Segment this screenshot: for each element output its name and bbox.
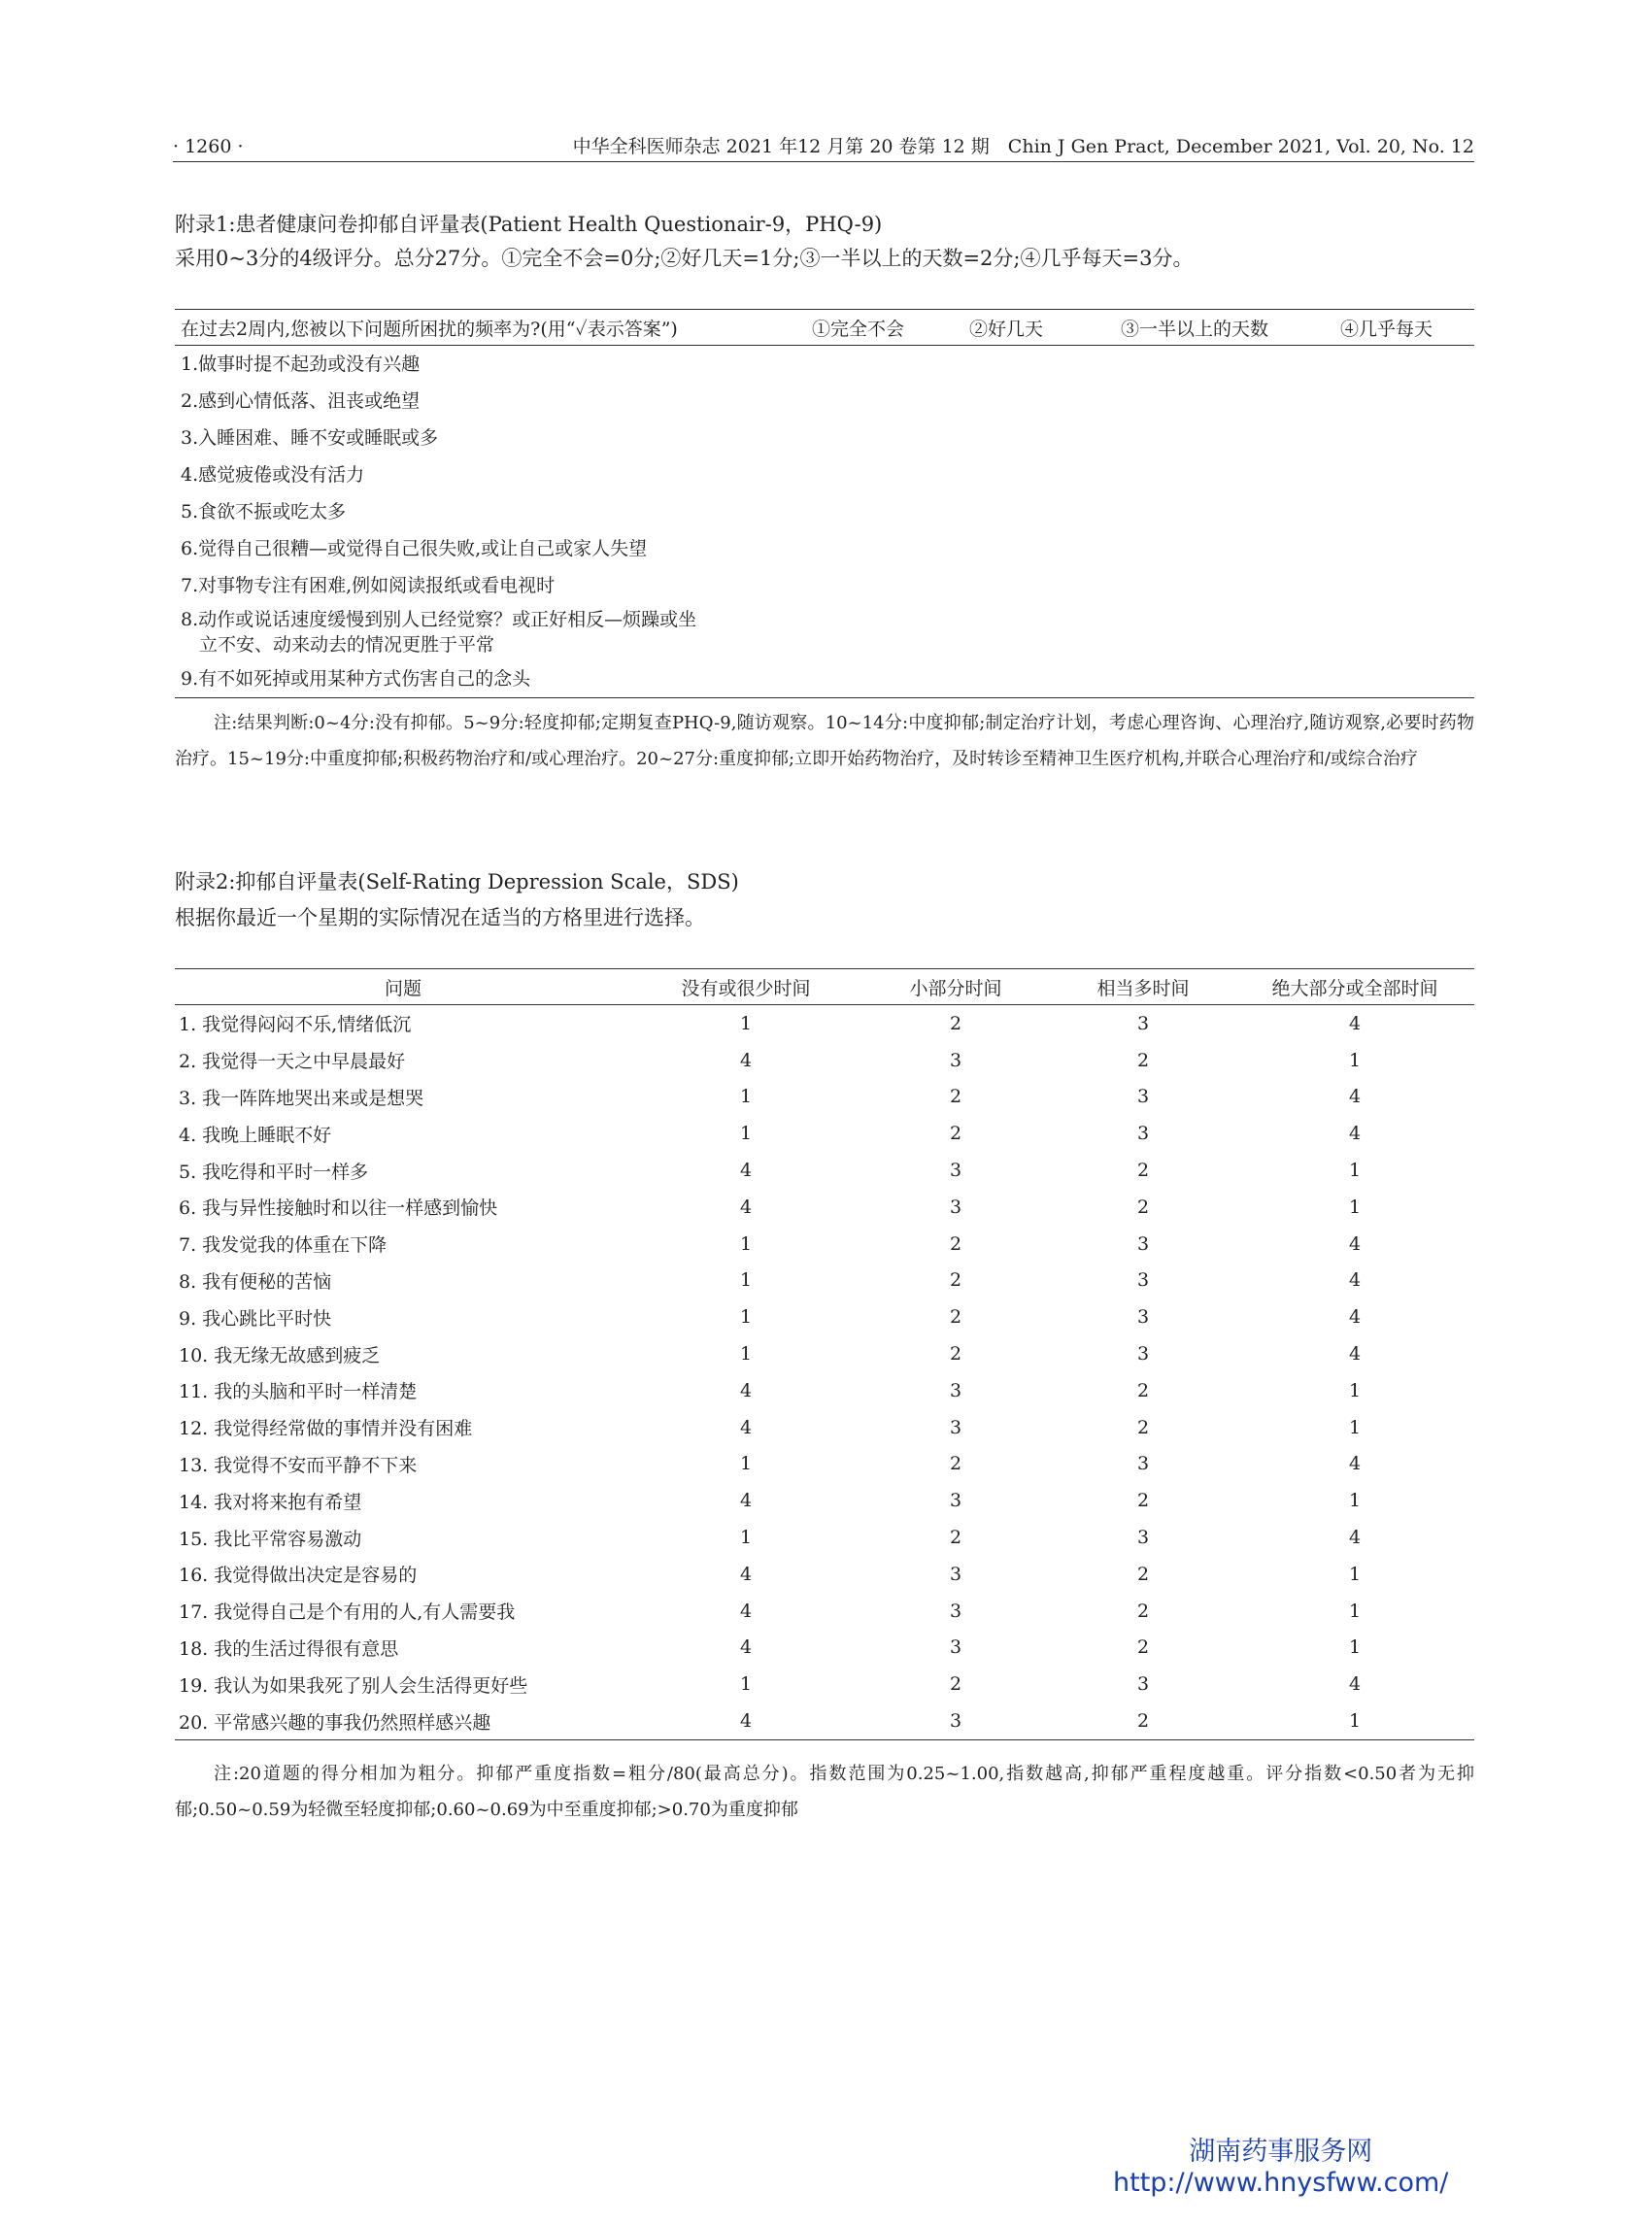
table-row — [175, 1630, 1474, 1667]
sds-score-cell: 3 — [1136, 1269, 1150, 1292]
sds-score-cell: 3 — [949, 1710, 962, 1733]
sds-score-cell: 1 — [1348, 1636, 1362, 1659]
sds-question: 4. 我晚上睡眠不好 — [179, 1124, 332, 1146]
sds-score-cell: 1 — [1348, 1490, 1362, 1512]
sds-score-cell: 1 — [1348, 1563, 1362, 1585]
watermark-site-name: 湖南药事服务网 — [1189, 2137, 1373, 2167]
sds-score-cell: 2 — [949, 1123, 962, 1145]
table-row — [175, 1482, 1474, 1519]
table-row — [175, 567, 1474, 604]
page-number: · 1260 · — [173, 136, 244, 157]
sds-score-cell: 3 — [949, 1600, 962, 1622]
sds-question: 15. 我比平常容易激动 — [179, 1528, 362, 1550]
sds-score-cell: 2 — [949, 1306, 962, 1329]
sds-score-cell: 4 — [1348, 1343, 1362, 1365]
phq9-question: 6.觉得自己很糟—或觉得自己很失败,或让自己或家人失望 — [181, 538, 648, 559]
sds-score-cell: 1 — [739, 1306, 753, 1329]
phq9-question: 4.感觉疲倦或没有活力 — [181, 464, 365, 486]
sds-score-cell: 3 — [949, 1049, 962, 1071]
sds-question: 20. 平常感兴趣的事我仍然照样感兴趣 — [179, 1711, 491, 1734]
table-row — [175, 1556, 1474, 1593]
phq9-col-several-days: ②好几天 — [963, 310, 1115, 346]
table-row — [175, 1446, 1474, 1483]
table-row — [175, 1005, 1474, 1042]
phq9-col-nearly-every-day: ④几乎每天 — [1334, 310, 1474, 346]
table-row — [175, 420, 1474, 456]
sds-score-cell: 3 — [1136, 1086, 1150, 1108]
sds-score-cell: 2 — [949, 1269, 962, 1292]
sds-score-cell: 4 — [739, 1379, 753, 1401]
sds-score-cell: 1 — [1348, 1196, 1362, 1218]
table-row — [175, 1079, 1474, 1116]
sds-score-cell: 3 — [949, 1196, 962, 1218]
sds-score-cell: 1 — [739, 1269, 753, 1292]
sds-score-cell: 3 — [1136, 1673, 1150, 1696]
sds-col-good-part: 相当多时间 — [1051, 969, 1235, 1005]
sds-score-cell: 4 — [1348, 1269, 1362, 1292]
sds-score-cell: 3 — [1136, 1453, 1150, 1475]
sds-score-cell: 1 — [1348, 1160, 1362, 1182]
sds-score-cell: 1 — [1348, 1600, 1362, 1622]
sds-question: 10. 我无缘无故感到疲乏 — [179, 1344, 381, 1366]
sds-score-cell: 1 — [739, 1453, 753, 1475]
sds-note: 注:20道题的得分相加为粗分。抑郁严重度指数=粗分/80(最高总分)。指数范围为0.25~1.00,指数越高,抑郁严重程度越重。评分指数<0.50者为无抑郁;0.50~0.59为轻微至轻度抑郁;0.60~0.69为中至重度抑郁;>0.70为重度抑郁 — [175, 1764, 1474, 1820]
sds-score-cell: 4 — [739, 1563, 753, 1585]
phq9-question: 8.动作或说话速度缓慢到别人已经觉察？或正好相反—烦躁或坐 立不安、动来动去的情况更胜于平常 — [181, 609, 697, 656]
sds-score-cell: 4 — [1348, 1453, 1362, 1475]
sds-score-cell: 2 — [1136, 1416, 1150, 1438]
table-row — [175, 1152, 1474, 1189]
table-row — [175, 1666, 1474, 1702]
sds-score-cell: 1 — [1348, 1416, 1362, 1438]
sds-score-cell: 1 — [739, 1343, 753, 1365]
sds-score-cell: 3 — [949, 1636, 962, 1659]
sds-score-cell: 3 — [949, 1563, 962, 1585]
appendix2-title: 附录2:抑郁自评量表(Self-Rating Depression Scale，SDS) — [175, 870, 739, 893]
sds-score-cell: 4 — [739, 1049, 753, 1071]
phq9-question: 1.做事时提不起劲或没有兴趣 — [181, 354, 421, 375]
sds-score-cell: 4 — [1348, 1086, 1362, 1108]
phq9-question: 9.有不如死掉或用某种方式伤害自己的念头 — [181, 668, 531, 690]
sds-score-cell: 3 — [1136, 1306, 1150, 1329]
table-row — [175, 1042, 1474, 1079]
phq9-question: 3.入睡困难、睡不安或睡眠或多 — [181, 427, 439, 449]
table-row — [175, 1702, 1474, 1739]
sds-score-cell: 2 — [1136, 1049, 1150, 1071]
sds-question: 3. 我一阵阵地哭出来或是想哭 — [179, 1087, 424, 1109]
sds-score-cell: 4 — [1348, 1232, 1362, 1255]
sds-score-cell: 2 — [949, 1673, 962, 1696]
appendix1-intro: 采用0~3分的4级评分。总分27分。①完全不会=0分;②好几天=1分;③一半以上的天数=2分;④几乎每天=3分。 — [175, 247, 1194, 270]
phq9-question: 5.食欲不振或吃太多 — [181, 501, 347, 523]
sds-score-cell: 2 — [1136, 1710, 1150, 1733]
sds-score-cell: 4 — [739, 1160, 753, 1182]
phq9-col-more-than-half: ③一半以上的天数 — [1115, 310, 1334, 346]
sds-score-cell: 2 — [949, 1012, 962, 1034]
table-row — [175, 456, 1474, 493]
sds-score-cell: 2 — [1136, 1379, 1150, 1401]
sds-col-rarely: 没有或很少时间 — [631, 969, 860, 1005]
sds-score-cell: 1 — [1348, 1049, 1362, 1071]
sds-table — [175, 968, 1474, 1740]
sds-score-cell: 4 — [1348, 1123, 1362, 1145]
sds-score-cell: 1 — [739, 1232, 753, 1255]
sds-score-cell: 2 — [1136, 1196, 1150, 1218]
sds-score-cell: 2 — [949, 1527, 962, 1549]
table-row — [175, 1335, 1474, 1372]
sds-score-cell: 3 — [949, 1160, 962, 1182]
sds-score-cell: 4 — [739, 1196, 753, 1218]
sds-question: 9. 我心跳比平时快 — [179, 1307, 332, 1330]
sds-score-cell: 4 — [1348, 1306, 1362, 1329]
sds-score-cell: 2 — [1136, 1600, 1150, 1622]
sds-question: 18. 我的生活过得很有意思 — [179, 1637, 399, 1660]
table-row — [175, 1115, 1474, 1152]
sds-score-cell: 2 — [949, 1453, 962, 1475]
sds-col-question: 问题 — [175, 969, 631, 1005]
sds-col-some-time: 小部分时间 — [860, 969, 1051, 1005]
sds-col-most-time: 绝大部分或全部时间 — [1235, 969, 1474, 1005]
journal-citation: 中华全科医师杂志 2021 年12 月第 20 卷第 12 期 Chin J Gen Pract, December 2021, Vol. 20, No. 12 — [572, 136, 1474, 157]
sds-score-cell: 2 — [949, 1086, 962, 1108]
sds-question: 19. 我认为如果我死了别人会生活得更好些 — [179, 1674, 528, 1697]
sds-score-cell: 4 — [739, 1416, 753, 1438]
table-row — [175, 1263, 1474, 1299]
sds-question: 16. 我觉得做出决定是容易的 — [179, 1565, 418, 1587]
sds-score-cell: 2 — [949, 1232, 962, 1255]
sds-question: 12. 我觉得经常做的事情并没有困难 — [179, 1418, 473, 1440]
sds-score-cell: 2 — [1136, 1490, 1150, 1512]
sds-score-cell: 2 — [1136, 1563, 1150, 1585]
sds-score-cell: 3 — [949, 1490, 962, 1512]
table-row — [175, 493, 1474, 530]
sds-score-cell: 2 — [1136, 1636, 1150, 1659]
sds-question: 17. 我觉得自己是个有用的人,有人需要我 — [179, 1601, 516, 1624]
table-row — [175, 1593, 1474, 1630]
sds-score-cell: 1 — [739, 1123, 753, 1145]
sds-score-cell: 1 — [1348, 1710, 1362, 1733]
sds-score-cell: 4 — [739, 1490, 753, 1512]
appendix2-intro: 根据你最近一个星期的实际情况在适当的方格里进行选择。 — [175, 906, 705, 929]
table-row — [175, 1519, 1474, 1556]
sds-score-cell: 3 — [949, 1416, 962, 1438]
sds-score-cell: 4 — [739, 1710, 753, 1733]
sds-score-cell: 1 — [739, 1012, 753, 1034]
sds-header-row — [175, 969, 1474, 1005]
table-row — [175, 1298, 1474, 1335]
sds-score-cell: 1 — [739, 1673, 753, 1696]
sds-question: 13. 我觉得不安而平静不下来 — [179, 1454, 418, 1476]
sds-question: 5. 我吃得和平时一样多 — [179, 1161, 369, 1183]
sds-score-cell: 2 — [949, 1343, 962, 1365]
sds-score-cell: 3 — [1136, 1343, 1150, 1365]
phq9-header-row — [175, 310, 1474, 346]
table-row — [175, 1226, 1474, 1263]
table-row — [175, 1409, 1474, 1446]
sds-score-cell: 2 — [1136, 1160, 1150, 1182]
phq9-col-question: 在过去2周内,您被以下问题所困扰的频率为?(用“✓表示答案”) — [175, 310, 806, 346]
sds-question: 14. 我对将来抱有希望 — [179, 1491, 362, 1513]
phq9-note: 注:结果判断:0~4分:没有抑郁。5~9分:轻度抑郁;定期复查PHQ-9,随访观察。10~14分:中度抑郁;制定治疗计划，考虑心理咨询、心理治疗,随访观察,必要时药物治疗。15~19分:中重度抑郁;积极药物治疗和/或心理治疗。20~27分:重度抑郁;立即开始药物治疗，及时转诊至精神卫生医疗机构,并联合心理治疗和/或综合治疗 — [175, 713, 1474, 769]
sds-score-cell: 3 — [1136, 1012, 1150, 1034]
phq9-col-not-at-all: ①完全不会 — [806, 310, 963, 346]
sds-question: 11. 我的头脑和平时一样清楚 — [179, 1381, 418, 1403]
running-header — [173, 132, 1474, 162]
sds-question: 2. 我觉得一天之中早晨最好 — [179, 1051, 406, 1073]
table-row — [175, 530, 1474, 567]
table-row — [175, 660, 1474, 698]
sds-score-cell: 4 — [739, 1600, 753, 1622]
sds-question: 6. 我与异性接触时和以往一样感到愉快 — [179, 1197, 498, 1220]
sds-score-cell: 4 — [739, 1636, 753, 1659]
sds-question: 7. 我发觉我的体重在下降 — [179, 1234, 388, 1257]
sds-score-cell: 4 — [1348, 1673, 1362, 1696]
sds-score-cell: 1 — [739, 1527, 753, 1549]
sds-score-cell: 1 — [739, 1086, 753, 1108]
phq9-question: 2.感到心情低落、沮丧或绝望 — [181, 390, 421, 412]
table-row — [175, 604, 1474, 660]
phq9-question: 7.对事物专注有困难,例如阅读报纸或看电视时 — [181, 575, 556, 596]
appendix1-title: 附录1:患者健康问卷抑郁自评量表(Patient Health Questionair-9，PHQ-9) — [175, 213, 883, 236]
table-row — [175, 1372, 1474, 1409]
sds-score-cell: 3 — [1136, 1232, 1150, 1255]
table-row — [175, 383, 1474, 420]
sds-question: 1. 我觉得闷闷不乐,情绪低沉 — [179, 1014, 412, 1036]
table-row — [175, 346, 1474, 384]
phq9-table — [175, 309, 1474, 698]
sds-score-cell: 3 — [949, 1379, 962, 1401]
sds-score-cell: 3 — [1136, 1527, 1150, 1549]
sds-score-cell: 4 — [1348, 1012, 1362, 1034]
sds-question: 8. 我有便秘的苦恼 — [179, 1270, 332, 1293]
watermark-url: http://www.hnysfww.com/ — [1113, 2168, 1449, 2198]
table-row — [175, 1189, 1474, 1226]
sds-score-cell: 4 — [1348, 1527, 1362, 1549]
site-watermark — [1113, 2137, 1448, 2199]
sds-score-cell: 3 — [1136, 1123, 1150, 1145]
sds-score-cell: 1 — [1348, 1379, 1362, 1401]
